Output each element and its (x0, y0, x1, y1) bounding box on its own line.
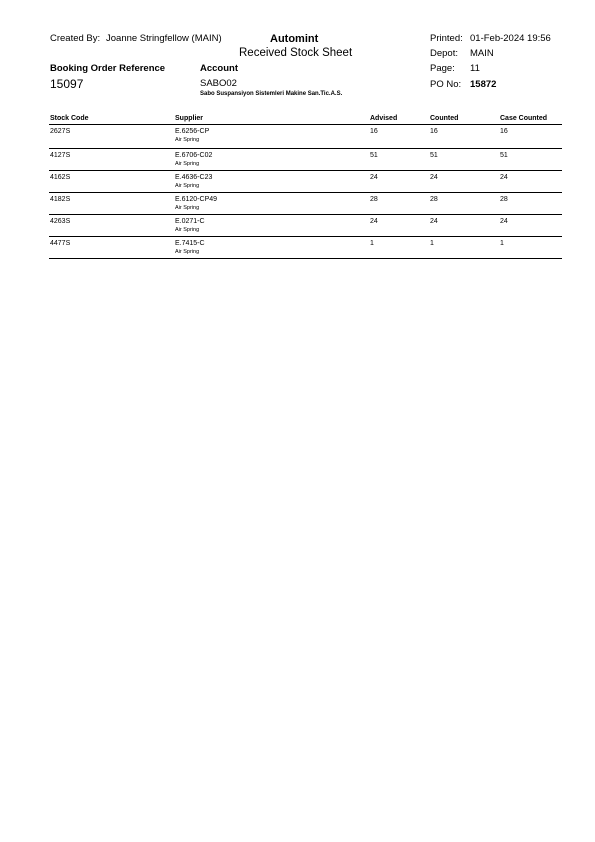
row-2-description: Air Spring (175, 161, 200, 167)
row-4-supplier: E.6120-CP49 (175, 196, 218, 203)
report-title: Received Stock Sheet (239, 47, 353, 59)
row-5-description: Air Spring (175, 227, 200, 233)
row-6-description: Air Spring (175, 249, 200, 255)
row-5-supplier: E.0271-C (175, 218, 205, 225)
account-name: Sabo Suspansiyon Sistemleri Makine San.Tic.A.S. (200, 91, 343, 97)
col-header-advised: Advised (370, 115, 398, 122)
row-1-description: Air Spring (175, 137, 200, 143)
row-5-counted: 24 (430, 218, 438, 225)
row-5-stock-code: 4263S (50, 218, 71, 225)
po-value: 15872 (470, 79, 497, 90)
row-6-supplier: E.7415-C (175, 240, 205, 247)
row-2-counted: 51 (430, 152, 438, 159)
row-4-counted: 28 (430, 196, 438, 203)
page-value: 11 (470, 63, 480, 74)
row-6-advised: 1 (370, 240, 374, 247)
row-3-supplier: E.4636-C23 (175, 174, 213, 181)
printed-value: 01-Feb-2024 19:56 (470, 33, 551, 44)
row-1-supplier: E.6256-CP (175, 128, 210, 135)
page-label: Page: (430, 63, 455, 74)
account-label: Account (200, 63, 238, 74)
row-3-counted: 24 (430, 174, 438, 181)
row-4-advised: 28 (370, 196, 378, 203)
row-2-stock-code: 4127S (50, 152, 71, 159)
col-header-stock-code: Stock Code (50, 115, 89, 122)
row-4-stock-code: 4182S (50, 196, 71, 203)
row-rule (49, 192, 562, 193)
po-label: PO No: (430, 79, 462, 90)
depot-label: Depot: (430, 48, 458, 59)
company-name: Automint (270, 33, 319, 45)
row-5-advised: 24 (370, 218, 378, 225)
row-rule (49, 148, 562, 149)
row-6-stock-code: 4477S (50, 240, 71, 247)
row-1-counted: 16 (430, 128, 438, 135)
row-6-case-counted: 1 (500, 240, 504, 247)
printed-label: Printed: (430, 33, 463, 44)
row-3-case-counted: 24 (500, 174, 508, 181)
row-2-advised: 51 (370, 152, 378, 159)
row-rule (49, 170, 562, 171)
header-rule (49, 124, 562, 125)
row-3-stock-code: 4162S (50, 174, 71, 181)
row-4-case-counted: 28 (500, 196, 508, 203)
row-rule (49, 258, 562, 259)
depot-value: MAIN (470, 48, 494, 59)
booking-ref-label: Booking Order Reference (50, 63, 166, 74)
row-3-advised: 24 (370, 174, 378, 181)
row-4-description: Air Spring (175, 205, 200, 211)
row-rule (49, 214, 562, 215)
col-header-case-counted: Case Counted (500, 115, 548, 122)
row-2-supplier: E.6706-C02 (175, 152, 213, 159)
row-2-case-counted: 51 (500, 152, 508, 159)
col-header-supplier: Supplier (175, 115, 204, 122)
col-header-counted: Counted (430, 115, 459, 122)
created-by-value: Joanne Stringfellow (MAIN) (106, 33, 222, 44)
row-rule (49, 236, 562, 237)
row-5-case-counted: 24 (500, 218, 508, 225)
row-3-description: Air Spring (175, 183, 200, 189)
row-1-advised: 16 (370, 128, 378, 135)
created-by-label: Created By: (50, 33, 101, 44)
row-6-counted: 1 (430, 240, 434, 247)
account-code: SABO02 (200, 78, 237, 89)
booking-ref-value: 15097 (50, 77, 84, 91)
row-1-stock-code: 2627S (50, 128, 71, 135)
row-1-case-counted: 16 (500, 128, 508, 135)
